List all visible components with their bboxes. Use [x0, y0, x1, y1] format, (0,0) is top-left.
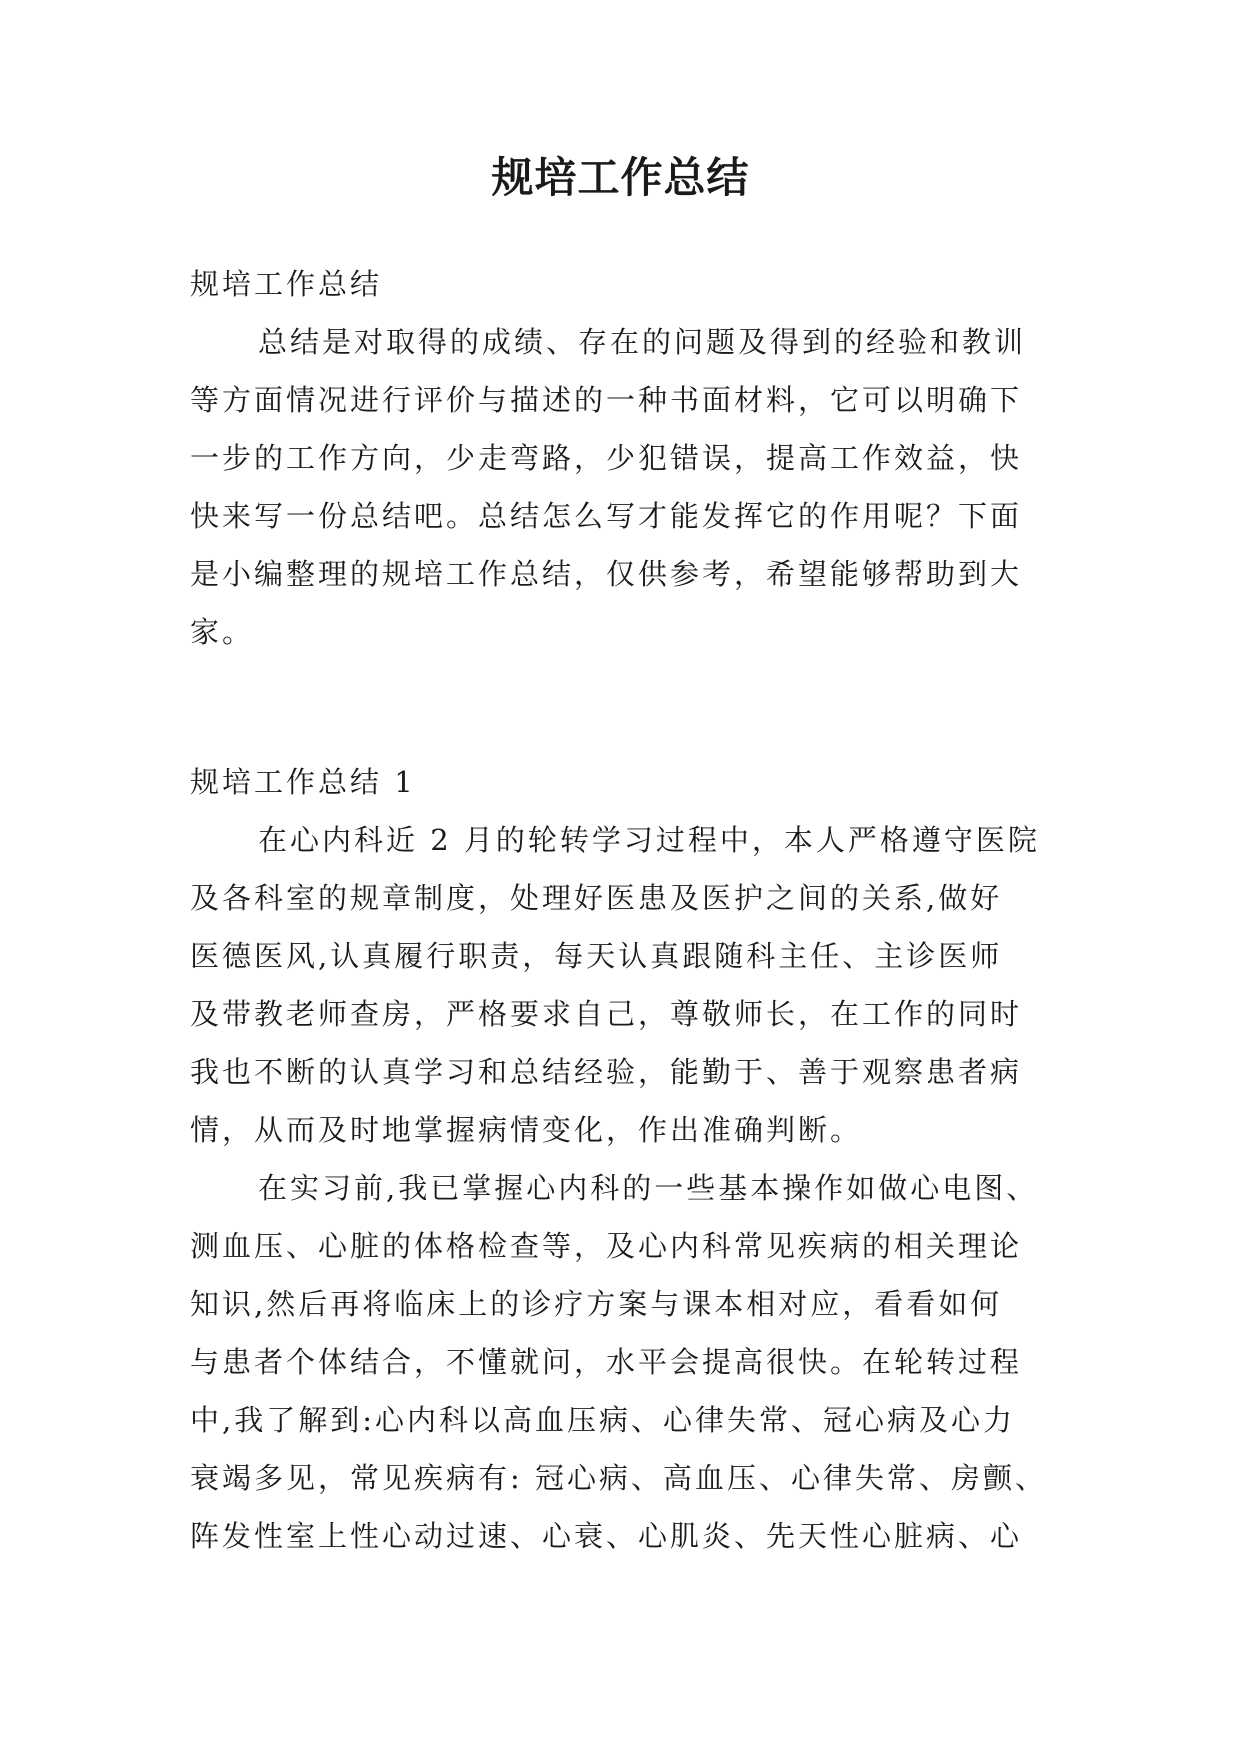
- paragraph-line: 衰竭多见，常见疾病有: 冠心病、高血压、心律失常、房颤、: [190, 1461, 1047, 1495]
- paragraph-line: 等方面情况进行评价与描述的一种书面材料，它可以明确下: [190, 383, 1023, 417]
- paragraph-line: 一步的工作方向，少走弯路，少犯错误，提高工作效益，快: [190, 441, 1023, 475]
- paragraph-line: 中,我了解到:心内科以高血压病、心律失常、冠心病及心力: [190, 1403, 1015, 1437]
- paragraph-line: 情，从而及时地掌握病情变化，作出准确判断。: [190, 1113, 863, 1147]
- document-title: 规培工作总结: [491, 153, 750, 202]
- paragraph-line: 知识,然后再将临床上的诊疗方案与课本相对应，看看如何: [190, 1287, 1003, 1321]
- paragraph-line: 家。: [190, 615, 255, 649]
- section-1: [190, 753, 1050, 1565]
- paragraph-line: 在心内科近 2 月的轮转学习过程中，本人严格遵守医院: [258, 823, 1040, 857]
- paragraph-line: 医德医风,认真履行职责，每天认真跟随科主任、主诊医师: [190, 939, 1003, 973]
- paragraph-line: 总结是对取得的成绩、存在的问题及得到的经验和教训: [258, 325, 1027, 359]
- paragraph-line: 快来写一份总结吧。总结怎么写才能发挥它的作用呢？下面: [190, 499, 1023, 533]
- paragraph-line: 与患者个体结合，不懂就问，水平会提高很快。在轮转过程: [190, 1345, 1023, 1379]
- paragraph-line: 在实习前,我已掌握心内科的一些基本操作如做心电图、: [258, 1171, 1039, 1205]
- paragraph-line: 测血压、心脏的体格检查等，及心内科常见疾病的相关理论: [190, 1229, 1023, 1263]
- paragraph-line: 是小编整理的规培工作总结，仅供参考，希望能够帮助到大: [190, 557, 1023, 591]
- paragraph-line: 及带教老师查房，严格要求自己，尊敬师长，在工作的同时: [190, 997, 1023, 1031]
- section-1-heading: 规培工作总结 1: [190, 765, 416, 799]
- paragraph-line: 及各科室的规章制度，处理好医患及医护之间的关系,做好: [190, 881, 1003, 915]
- intro-heading: 规培工作总结: [190, 267, 383, 301]
- paragraph-line: 阵发性室上性心动过速、心衰、心肌炎、先天性心脏病、心: [190, 1519, 1023, 1553]
- intro-section: [190, 255, 1050, 661]
- paragraph-line: 我也不断的认真学习和总结经验，能勤于、善于观察患者病: [190, 1055, 1023, 1089]
